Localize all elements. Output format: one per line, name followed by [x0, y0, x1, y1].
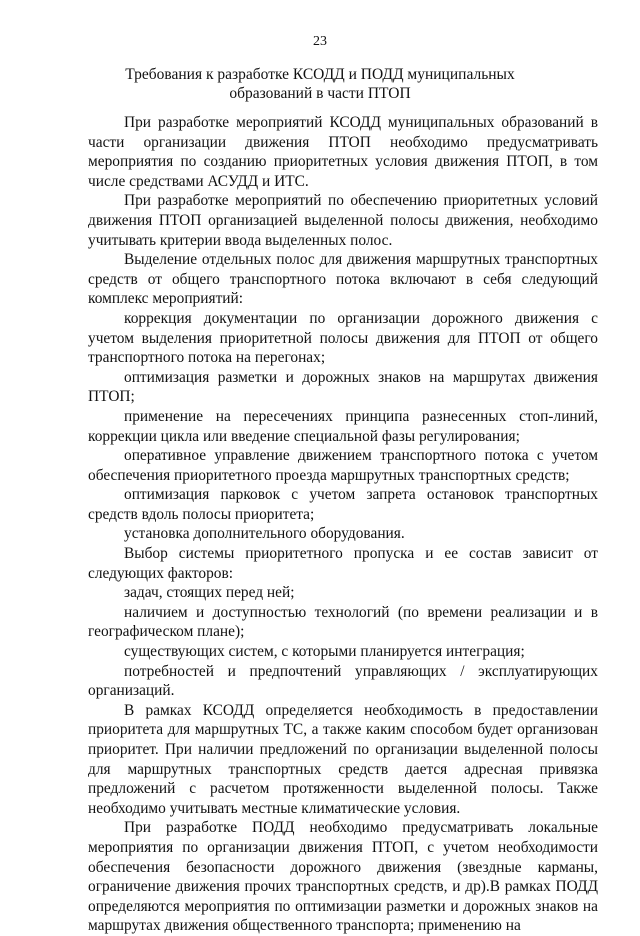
paragraph-1: При разработке мероприятий КСОДД муниципальных образований в части организации движения ПТОП необходимо предусматривать мероприятия по созданию приоритетных условия движения ПТОП, в том числе средствами АСУДД и ИТС.: [88, 114, 598, 190]
document-body: [88, 113, 598, 936]
factor-item-3: существующих систем, с которыми планируется интеграция;: [124, 643, 525, 661]
page-number: 23: [313, 34, 327, 49]
factor-item-1: задач, стоящих перед ней;: [124, 584, 295, 602]
list-item-5: оптимизация парковок с учетом запрета остановок транспортных средств вдоль полосы приоритета;: [88, 486, 598, 523]
list-item-6: установка дополнительного оборудования.: [124, 525, 405, 543]
paragraph-3: Выделение отдельных полос для движения маршрутных транспортных средств от общего транспортного потока включают в себя следующий комплекс мероприятий:: [88, 251, 598, 308]
factor-item-2: наличием и доступностью технологий (по времени реализации и в географическом плане);: [88, 603, 598, 641]
factor-item-4: потребностей и предпочтений управляющих / эксплуатирующих организаций.: [88, 662, 598, 700]
paragraph-6: При разработке ПОДД необходимо предусматривать локальные мероприятия по организации движения ПТОП, с учетом необходимости обеспечения безопасности дорожного движения (звездные карманы, ограничение движения прочих транспортных средств, и др).В рамках ПОДД определяются мероприятия по оптимизации разметки и дорожных знаков на маршрутах движения общественного транспорта; применению на: [88, 819, 598, 935]
paragraph-5: В рамках КСОДД определяется необходимость в предоставлении приоритета для маршрутных ТС, а также каким способом будет организован приоритет. При наличии предложений по организации выделенной полосы для маршрутных транспортных средств дается адресная привязка предложений с расчетом протяженности выделенной полосы. Также необходимо учитывать местные климатические условия.: [88, 701, 598, 817]
list-item-2: оптимизация разметки и дорожных знаков на маршрутах движения ПТОП;: [88, 368, 598, 406]
list-item-1: коррекция документации по организации дорожного движения с учетом выделения приоритетной полосы движения для ПТОП от общего транспортного потока на перегонах;: [88, 309, 598, 367]
list-item-4: оперативное управление движением транспортного потока с учетом обеспечения приоритетного проезда маршрутных транспортных средств;: [88, 447, 598, 484]
paragraph-2: При разработке мероприятий по обеспечению приоритетных условий движения ПТОП организацией выделенной полосы движения, необходимо учитывать критерии ввода выделенных полос.: [88, 192, 598, 249]
list-item-3: применение на пересечениях принципа разнесенных стоп-линий, коррекции цикла или введение специальной фазы регулирования;: [88, 407, 598, 445]
document-title: Требования к разработке КСОДД и ПОДД муниципальных образований в части ПТОП: [125, 66, 515, 102]
paragraph-4: Выбор системы приоритетного пропуска и ее состав зависит от следующих факторов:: [88, 545, 598, 582]
